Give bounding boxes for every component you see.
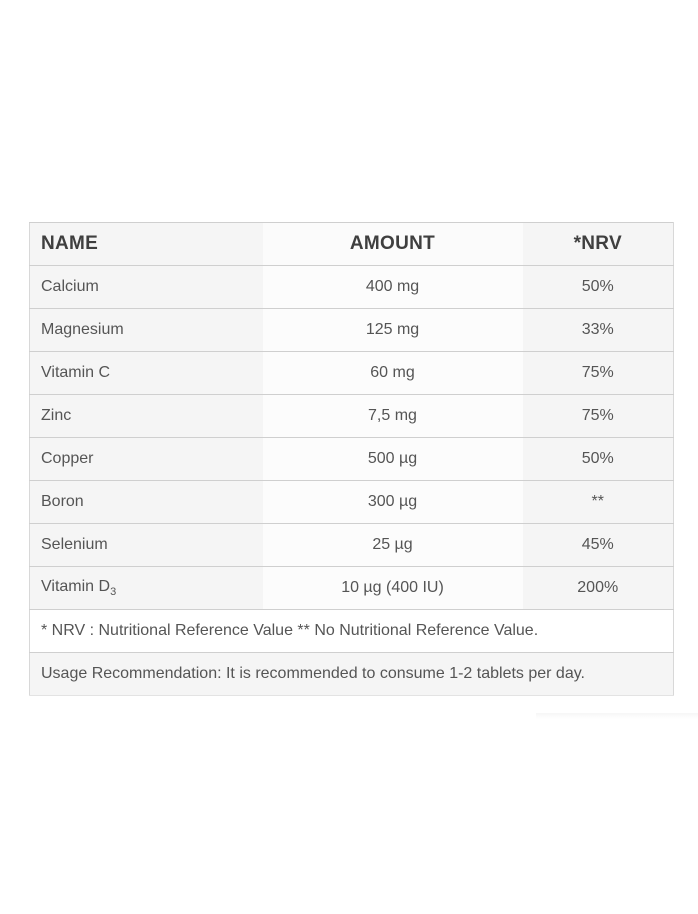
nutrient-nrv: 50%: [523, 266, 674, 309]
nutrient-nrv: 75%: [523, 352, 674, 395]
table-row: [30, 309, 674, 352]
table-row: [30, 352, 674, 395]
header-name: NAME: [30, 223, 263, 266]
faint-divider: [536, 713, 698, 719]
nutrient-name: Boron: [30, 481, 263, 524]
nutrition-table: [29, 222, 674, 696]
nutrient-amount: 400 mg: [263, 266, 523, 309]
table-row: [30, 395, 674, 438]
nutrient-amount: 10 µg (400 IU): [263, 567, 523, 610]
table-header-row: [30, 223, 674, 266]
footnote-row: [30, 610, 674, 653]
nutrient-name: Selenium: [30, 524, 263, 567]
nutrient-name: Magnesium: [30, 309, 263, 352]
nutrient-amount: 60 mg: [263, 352, 523, 395]
nutrient-name: Vitamin C: [30, 352, 263, 395]
table-row: [30, 524, 674, 567]
nutrient-amount: 25 µg: [263, 524, 523, 567]
nutrient-nrv: 75%: [523, 395, 674, 438]
usage-text: Usage Recommendation: It is recommended to consume 1-2 tablets per day.: [30, 653, 674, 696]
header-amount: AMOUNT: [263, 223, 523, 266]
nutrient-name-cell: [30, 567, 263, 610]
nutrient-nrv: 200%: [523, 567, 674, 610]
nutrient-name: Zinc: [30, 395, 263, 438]
header-nrv: *NRV: [523, 223, 674, 266]
nutrient-amount: 125 mg: [263, 309, 523, 352]
footnote-text: * NRV : Nutritional Reference Value ** No Nutritional Reference Value.: [30, 610, 674, 653]
nutrient-name-subscript: 3: [110, 586, 117, 599]
nutrient-nrv: 33%: [523, 309, 674, 352]
table-row: [30, 481, 674, 524]
nutrient-name: Calcium: [30, 266, 263, 309]
table-row: [30, 438, 674, 481]
nutrient-name: Copper: [30, 438, 263, 481]
nutrient-amount: 7,5 mg: [263, 395, 523, 438]
usage-row: [30, 653, 674, 696]
nutrient-name: Vitamin D: [41, 577, 111, 595]
nutrient-nrv: **: [523, 481, 674, 524]
nutrient-amount: 500 µg: [263, 438, 523, 481]
table-row: [30, 266, 674, 309]
nutrient-amount: 300 µg: [263, 481, 523, 524]
table-row: [30, 567, 674, 610]
nutrient-nrv: 50%: [523, 438, 674, 481]
nutrient-nrv: 45%: [523, 524, 674, 567]
